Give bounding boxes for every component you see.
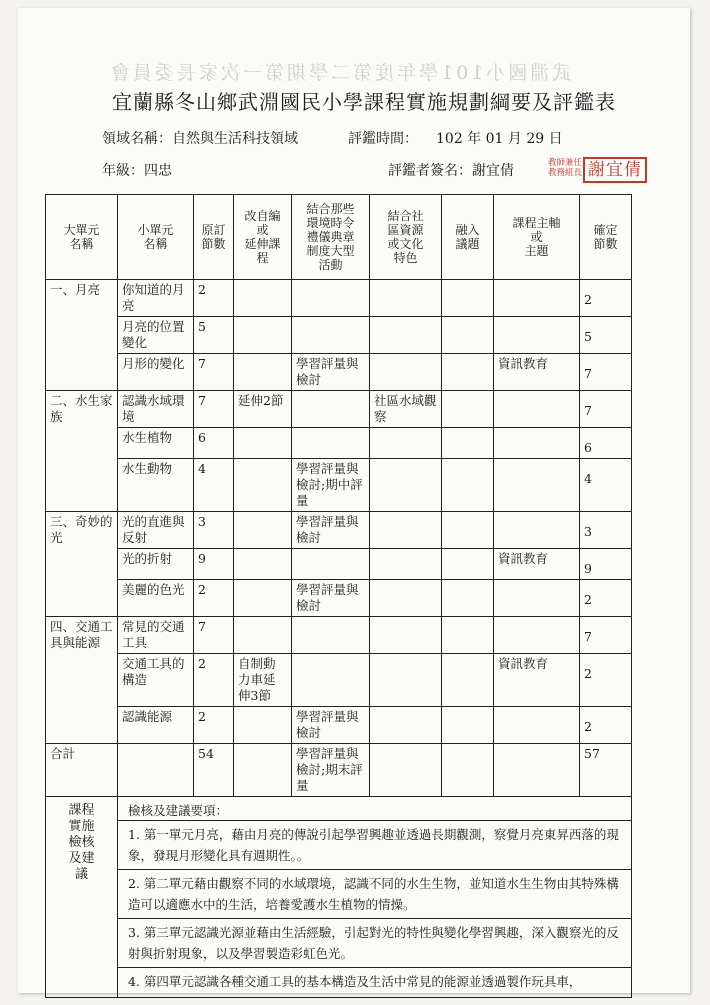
total-planned: 54 <box>194 744 234 797</box>
total-empty <box>118 744 194 797</box>
integrated-issue <box>442 654 494 707</box>
eval-time-label: 評鑑時間： <box>348 131 418 147</box>
environment-activity: 學習評量與檢討;期中評量 <box>292 459 370 512</box>
planned-sessions: 2 <box>194 654 234 707</box>
table-row <box>46 707 632 744</box>
custom-extension <box>234 317 292 354</box>
column-header: 結合那些 環境時令 禮儀典章 制度大型 活動 <box>292 195 370 280</box>
confirmed-sessions: 6 <box>580 428 632 459</box>
course-theme <box>494 280 580 317</box>
integrated-issue <box>442 317 494 354</box>
integrated-issue <box>442 549 494 580</box>
planned-sessions: 6 <box>194 428 234 459</box>
course-theme <box>494 459 580 512</box>
custom-extension <box>234 707 292 744</box>
column-header: 課程主軸 或 主題 <box>494 195 580 280</box>
feedback-item: 3. 第三單元認識光源並藉由生活經驗，引起對光的特性與變化學習興趣，深入觀察光的反射與折射現象，以及學習製造彩虹色光。 <box>118 918 631 967</box>
custom-extension <box>234 580 292 617</box>
planned-sessions: 9 <box>194 549 234 580</box>
community-resource <box>370 617 442 654</box>
unit-name: 一、月亮 <box>46 280 118 391</box>
confirmed-sessions: 7 <box>580 354 632 391</box>
confirmed-sessions: 2 <box>580 707 632 744</box>
sub-unit-name: 水生動物 <box>118 459 194 512</box>
community-resource <box>370 580 442 617</box>
course-theme: 資訊教育 <box>494 654 580 707</box>
sub-unit-name: 水生植物 <box>118 428 194 459</box>
integrated-issue <box>442 617 494 654</box>
planned-sessions: 3 <box>194 512 234 549</box>
custom-extension <box>234 354 292 391</box>
seal-stamp: 謝宜倩 <box>583 157 647 183</box>
custom-extension <box>234 512 292 549</box>
feedback-content <box>118 797 632 998</box>
confirmed-sessions: 4 <box>580 459 632 512</box>
column-header: 結合社 區資源 或文化 特色 <box>370 195 442 280</box>
planned-sessions: 7 <box>194 354 234 391</box>
document-title: 宜蘭縣冬山鄉武淵國民小學課程實施規劃綱要及評鑑表 <box>112 90 616 114</box>
confirmed-sessions: 9 <box>580 549 632 580</box>
table-row <box>46 317 632 354</box>
planned-sessions: 2 <box>194 707 234 744</box>
environment-activity <box>292 549 370 580</box>
custom-extension: 自制動力車延伸3節 <box>234 654 292 707</box>
confirmed-sessions: 2 <box>580 580 632 617</box>
feedback-item: 4. 第四單元認識各種交通工具的基本構造及生活中常見的能源並透過製作玩具車， <box>118 967 631 995</box>
feedback-items <box>128 820 625 995</box>
sub-unit-name: 你知道的月亮 <box>118 280 194 317</box>
planned-sessions: 2 <box>194 580 234 617</box>
confirmed-sessions: 5 <box>580 317 632 354</box>
course-theme <box>494 317 580 354</box>
column-header: 改自編 或 延伸課 程 <box>234 195 292 280</box>
total-empty <box>494 744 580 797</box>
table-row <box>46 617 632 654</box>
course-theme <box>494 707 580 744</box>
unit-name: 三、奇妙的光 <box>46 512 118 617</box>
feedback-item: 2. 第二單元藉由觀察不同的水域環境，認識不同的水生生物，並知道水生生物由其特殊構造可以適應水中的生活，培養愛護水生植物的情操。 <box>118 869 631 918</box>
sub-unit-name: 月亮的位置變化 <box>118 317 194 354</box>
course-theme <box>494 512 580 549</box>
bleed-through-text: 武淵國小101學年度第二學期第一次家長委員會 <box>108 62 572 84</box>
course-theme: 資訊教育 <box>494 549 580 580</box>
table-row <box>46 428 632 459</box>
sub-unit-name: 常見的交通工具 <box>118 617 194 654</box>
stamp-title: 教師兼任 教務組長 <box>548 158 583 178</box>
confirmed-sessions: 2 <box>580 654 632 707</box>
confirmed-sessions: 7 <box>580 617 632 654</box>
column-header: 確定 節數 <box>580 195 632 280</box>
sub-unit-name: 光的折射 <box>118 549 194 580</box>
table-row <box>46 580 632 617</box>
planned-sessions: 5 <box>194 317 234 354</box>
environment-activity <box>292 617 370 654</box>
planned-sessions: 4 <box>194 459 234 512</box>
integrated-issue <box>442 280 494 317</box>
community-resource <box>370 280 442 317</box>
eval-time-value: 102 年 01 月 29 日 <box>436 131 563 147</box>
planned-sessions: 2 <box>194 280 234 317</box>
feedback-row <box>46 797 632 998</box>
table-row <box>46 654 632 707</box>
column-header: 原訂 節數 <box>194 195 234 280</box>
course-theme <box>494 580 580 617</box>
environment-activity: 學習評量與檢討 <box>292 354 370 391</box>
custom-extension: 延伸2節 <box>234 391 292 428</box>
unit-name: 四、交通工具與能源 <box>46 617 118 744</box>
table-row <box>46 512 632 549</box>
grade: 年級：四忠 <box>102 163 172 179</box>
community-resource <box>370 654 442 707</box>
course-theme <box>494 391 580 428</box>
integrated-issue <box>442 580 494 617</box>
sub-unit-name: 認識水域環境 <box>118 391 194 428</box>
environment-activity: 學習評量與檢討 <box>292 580 370 617</box>
domain-name: 領域名稱：自然與生活科技領域 <box>102 131 298 147</box>
community-resource <box>370 512 442 549</box>
table-header-row <box>46 195 632 280</box>
integrated-issue <box>442 512 494 549</box>
course-theme: 資訊教育 <box>494 354 580 391</box>
curriculum-table <box>45 194 632 998</box>
custom-extension <box>234 459 292 512</box>
custom-extension <box>234 428 292 459</box>
table-row <box>46 459 632 512</box>
confirmed-sessions: 2 <box>580 280 632 317</box>
community-resource <box>370 428 442 459</box>
confirmed-sessions: 7 <box>580 391 632 428</box>
integrated-issue <box>442 428 494 459</box>
table-row <box>46 549 632 580</box>
environment-activity <box>292 391 370 428</box>
table-row <box>46 391 632 428</box>
total-empty <box>370 744 442 797</box>
column-header: 大單元 名稱 <box>46 195 118 280</box>
feedback-heading: 檢核及建議要項： <box>128 803 229 818</box>
confirmed-sessions: 3 <box>580 512 632 549</box>
feedback-label: 課程 實施 檢核 及建 議 <box>46 797 118 998</box>
environment-activity <box>292 428 370 459</box>
custom-extension <box>234 617 292 654</box>
total-row <box>46 744 632 797</box>
environment-activity <box>292 317 370 354</box>
total-empty <box>234 744 292 797</box>
custom-extension <box>234 549 292 580</box>
integrated-issue <box>442 391 494 428</box>
community-resource <box>370 317 442 354</box>
community-resource <box>370 549 442 580</box>
column-header: 融入 議題 <box>442 195 494 280</box>
course-theme <box>494 428 580 459</box>
community-resource <box>370 707 442 744</box>
integrated-issue <box>442 354 494 391</box>
total-environment-activity: 學習評量與檢討;期末評量 <box>292 744 370 797</box>
total-empty <box>442 744 494 797</box>
sub-unit-name: 交通工具的構造 <box>118 654 194 707</box>
environment-activity <box>292 654 370 707</box>
community-resource <box>370 354 442 391</box>
community-resource <box>370 459 442 512</box>
custom-extension <box>234 280 292 317</box>
evaluator-signature: 評鑑者簽名：謝宜倩 <box>388 163 514 179</box>
table-row <box>46 280 632 317</box>
table-row <box>46 354 632 391</box>
integrated-issue <box>442 707 494 744</box>
unit-name: 二、水生家族 <box>46 391 118 512</box>
environment-activity: 學習評量與檢討 <box>292 707 370 744</box>
total-confirmed: 57 <box>580 744 632 797</box>
environment-activity: 學習評量與檢討 <box>292 512 370 549</box>
planned-sessions: 7 <box>194 617 234 654</box>
sub-unit-name: 美麗的色光 <box>118 580 194 617</box>
feedback-item: 1. 第一單元月亮，藉由月亮的傳說引起學習興趣並透過長期觀測，察覺月亮東昇西落的現象，發現月形變化具有週期性。。 <box>118 820 631 869</box>
course-theme <box>494 617 580 654</box>
integrated-issue <box>442 459 494 512</box>
column-header: 小單元 名稱 <box>118 195 194 280</box>
environment-activity <box>292 280 370 317</box>
total-label: 合計 <box>46 744 118 797</box>
planned-sessions: 7 <box>194 391 234 428</box>
sub-unit-name: 認識能源 <box>118 707 194 744</box>
sub-unit-name: 月形的變化 <box>118 354 194 391</box>
sub-unit-name: 光的直進與反射 <box>118 512 194 549</box>
community-resource: 社區水域觀察 <box>370 391 442 428</box>
